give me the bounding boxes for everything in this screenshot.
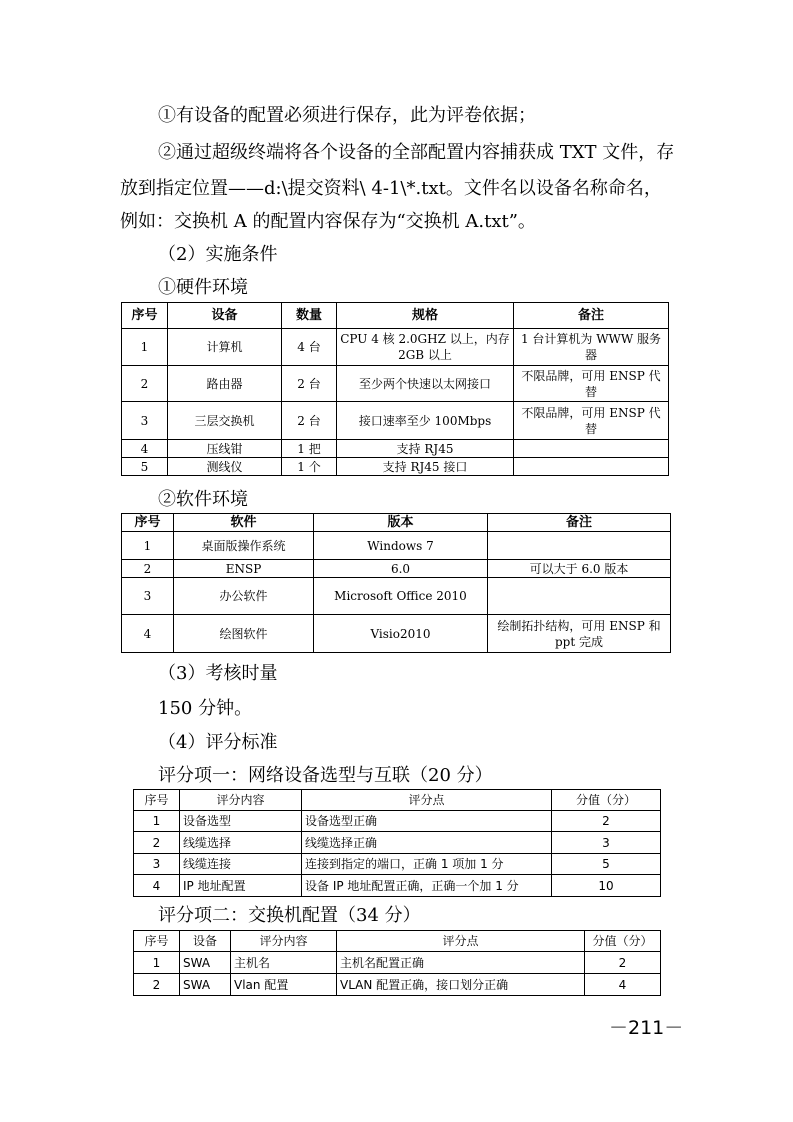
table-cell: 接口速率至少 100Mbps <box>337 402 514 440</box>
table-cell: 2 <box>585 952 661 974</box>
table-cell: 至少两个快速以太网接口 <box>337 366 514 402</box>
software-table <box>121 513 671 653</box>
score-item-1-title: 评分项一：网络设备选型与互联（20 分） <box>158 765 493 786</box>
table-cell: 3 <box>122 402 168 440</box>
table-cell: 支持 RJ45 接口 <box>337 458 514 476</box>
table-cell: 1 把 <box>282 440 337 458</box>
table-row <box>122 578 671 615</box>
table-row <box>134 854 661 875</box>
table-cell: 桌面版操作系统 <box>174 532 314 560</box>
table-row <box>122 458 669 476</box>
table-cell: 1 <box>122 329 168 366</box>
table-row <box>122 615 671 653</box>
table-cell: 主机名 <box>231 952 337 974</box>
table-cell <box>488 532 671 560</box>
table-row <box>122 366 669 402</box>
paragraph-save-config: ①有设备的配置必须进行保存，此为评卷依据； <box>158 105 536 126</box>
table-cell: Visio2010 <box>314 615 488 653</box>
header-cell: 序号 <box>134 790 180 811</box>
table-cell: 绘图软件 <box>174 615 314 653</box>
section-heading-conditions: （2）实施条件 <box>158 244 278 265</box>
table-row <box>122 440 669 458</box>
table-cell: 1 台计算机为 WWW 服务器 <box>514 329 669 366</box>
table-cell: 可以大于 6.0 版本 <box>488 560 671 578</box>
table-cell: 设备 IP 地址配置正确，正确一个加 1 分 <box>302 875 552 897</box>
table-cell: 办公软件 <box>174 578 314 615</box>
table-row <box>134 832 661 854</box>
hardware-heading: ①硬件环境 <box>158 277 248 298</box>
header-cell: 序号 <box>122 303 168 329</box>
header-cell: 序号 <box>122 514 174 532</box>
table-row <box>134 952 661 974</box>
table-row <box>122 560 671 578</box>
table-cell: 2 台 <box>282 366 337 402</box>
table-cell: Windows 7 <box>314 532 488 560</box>
table-cell: 线缆选择正确 <box>302 832 552 854</box>
table-row <box>134 974 661 996</box>
table-cell: VLAN 配置正确，接口划分正确 <box>337 974 585 996</box>
paragraph-example: 例如：交换机 A 的配置内容保存为“交换机 A.txt”。 <box>120 211 536 232</box>
table-cell: 4 台 <box>282 329 337 366</box>
header-cell: 版本 <box>314 514 488 532</box>
header-cell: 数量 <box>282 303 337 329</box>
table-cell: 1 <box>134 811 180 832</box>
paragraph-save-location: 放到指定位置——d:\提交资料\ 4-1\*.txt。文件名以设备名称命名， <box>120 178 662 199</box>
header-cell: 备注 <box>488 514 671 532</box>
table-cell <box>514 458 669 476</box>
table-cell: 绘制拓扑结构，可用 ENSP 和 ppt 完成 <box>488 615 671 653</box>
table-cell: ENSP <box>174 560 314 578</box>
table-cell <box>514 440 669 458</box>
table-cell: 1 <box>122 532 174 560</box>
header-cell: 软件 <box>174 514 314 532</box>
score-table-1 <box>133 789 661 897</box>
table-cell: 4 <box>122 615 174 653</box>
table-cell: 6.0 <box>314 560 488 578</box>
header-cell: 规格 <box>337 303 514 329</box>
header-cell: 备注 <box>514 303 669 329</box>
section-heading-duration: （3）考核时量 <box>158 663 278 684</box>
table-cell: 2 <box>552 811 661 832</box>
table-cell: CPU 4 核 2.0GHZ 以上，内存 2GB 以上 <box>337 329 514 366</box>
table-cell: 不限品牌，可用 ENSP 代替 <box>514 402 669 440</box>
table-cell: 3 <box>552 832 661 854</box>
table-cell: 4 <box>122 440 168 458</box>
table-row <box>134 811 661 832</box>
table-cell: 设备选型正确 <box>302 811 552 832</box>
table-cell: 设备选型 <box>180 811 302 832</box>
table-cell: 2 <box>134 974 180 996</box>
table-cell: 线缆连接 <box>180 854 302 875</box>
table-cell: 1 个 <box>282 458 337 476</box>
software-heading: ②软件环境 <box>158 489 248 510</box>
duration-value: 150 分钟。 <box>158 698 253 719</box>
table-cell <box>488 578 671 615</box>
header-cell: 评分内容 <box>180 790 302 811</box>
table-cell: 压线钳 <box>168 440 282 458</box>
table-cell: 连接到指定的端口，正确 1 项加 1 分 <box>302 854 552 875</box>
score-table-2 <box>133 930 661 996</box>
table-cell: 不限品牌，可用 ENSP 代替 <box>514 366 669 402</box>
table-cell: 3 <box>134 854 180 875</box>
table-cell: 2 <box>122 366 168 402</box>
header-cell: 设备 <box>180 931 231 952</box>
table-cell: 5 <box>552 854 661 875</box>
table-cell: SWA <box>180 952 231 974</box>
table-row <box>134 875 661 897</box>
header-cell: 评分点 <box>337 931 585 952</box>
table-cell: 2 台 <box>282 402 337 440</box>
page-number: －211－ <box>609 1017 684 1039</box>
table-cell: Microsoft Office 2010 <box>314 578 488 615</box>
header-cell: 分值（分） <box>552 790 661 811</box>
header-cell: 评分内容 <box>231 931 337 952</box>
paragraph-capture-config: ②通过超级终端将各个设备的全部配置内容捕获成 TXT 文件，存 <box>158 142 675 163</box>
table-cell: IP 地址配置 <box>180 875 302 897</box>
score-item-2-title: 评分项二：交换机配置（34 分） <box>158 905 421 926</box>
header-cell: 分值（分） <box>585 931 661 952</box>
table-cell: 10 <box>552 875 661 897</box>
table-cell: 三层交换机 <box>168 402 282 440</box>
table-cell: 4 <box>134 875 180 897</box>
header-cell: 序号 <box>134 931 180 952</box>
table-cell: 4 <box>585 974 661 996</box>
table-cell: 5 <box>122 458 168 476</box>
section-heading-scoring: （4）评分标准 <box>158 732 278 753</box>
table-cell: 路由器 <box>168 366 282 402</box>
table-cell: Vlan 配置 <box>231 974 337 996</box>
table-cell: 2 <box>122 560 174 578</box>
table-cell: 1 <box>134 952 180 974</box>
header-cell: 设备 <box>168 303 282 329</box>
table-row <box>122 329 669 366</box>
table-cell: 2 <box>134 832 180 854</box>
header-cell: 评分点 <box>302 790 552 811</box>
table-cell: 计算机 <box>168 329 282 366</box>
table-cell: 支持 RJ45 <box>337 440 514 458</box>
table-cell: 主机名配置正确 <box>337 952 585 974</box>
table-row <box>122 532 671 560</box>
table-cell: SWA <box>180 974 231 996</box>
table-cell: 3 <box>122 578 174 615</box>
table-row <box>122 402 669 440</box>
table-cell: 线缆选择 <box>180 832 302 854</box>
table-cell: 测线仪 <box>168 458 282 476</box>
hardware-table <box>121 302 669 476</box>
